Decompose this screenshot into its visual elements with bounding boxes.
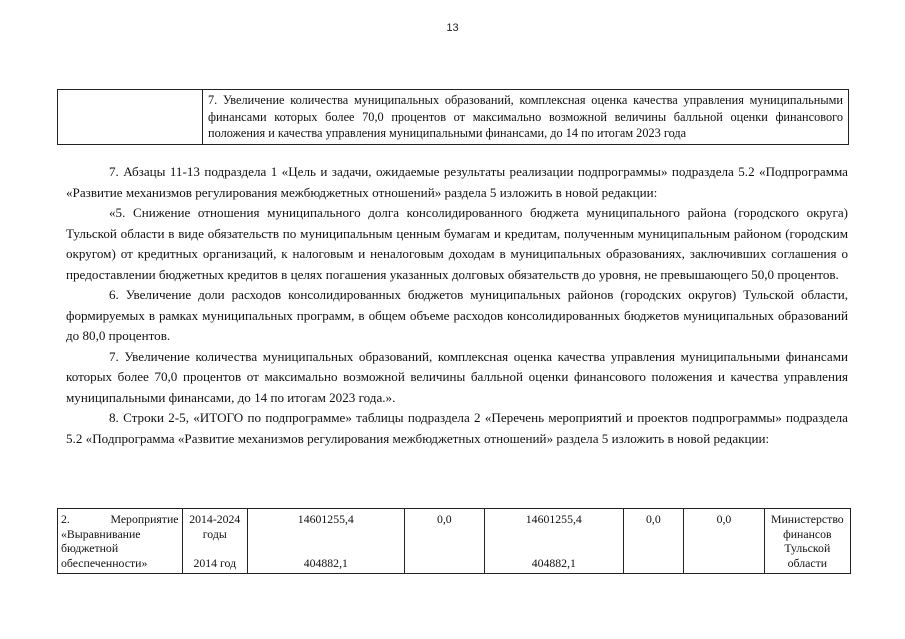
responsible-executor-cell: Министерство финансов Тульской области bbox=[764, 509, 850, 574]
paragraph-7: 7. Абзацы 11-13 подраздела 1 «Цель и задачи, ожидаемые результаты реализации подпрограммы» подраздела 5.2 «Подпрограмма «Развитие механизмов регулирования межбюджетных отношений» раздела 5 изложить в новой редакции: bbox=[66, 164, 848, 200]
years-cell bbox=[182, 509, 248, 574]
top-table bbox=[57, 89, 849, 145]
amount-cell-other: 0,0 bbox=[684, 509, 764, 574]
amount-cell-local: 0,0 bbox=[623, 509, 684, 574]
measure-name-cell: 2. Мероприятие «Выравнивание бюджетной обеспеченности» bbox=[58, 509, 183, 574]
bottom-table bbox=[57, 508, 851, 574]
amount-cell-federal: 0,0 bbox=[404, 509, 484, 574]
paragraph-8: 8. Строки 2-5, «ИТОГО по подпрограмме» таблицы подраздела 2 «Перечень мероприятий и проектов подпрограммы» подраздела 5.2 «Подпрограмма «Развитие механизмов регулирования межбюджетных отношений» раздела 5 изложить в новой редакции: bbox=[66, 410, 848, 446]
top-table-empty-cell bbox=[58, 90, 203, 145]
amount-total-top: 14601255,4 bbox=[297, 512, 354, 526]
amount-cell-regional bbox=[485, 509, 624, 574]
amount-total-bottom: 404882,1 bbox=[303, 555, 348, 570]
paragraph-quote-6: 6. Увеличение доли расходов консолидированных бюджетов муниципальных районов (городских округов) Тульской области, формируемых в рамках муниципальных программ, в общем объеме расходов консолидированных бюджетов муниципальных образований до 80,0 процентов. bbox=[66, 287, 848, 343]
amount-regional-bottom: 404882,1 bbox=[531, 555, 576, 570]
years-range: 2014-2024 годы bbox=[189, 512, 241, 541]
paragraph-quote-5: «5. Снижение отношения муниципального долга консолидированного бюджета муниципального района (городского округа) Тульской области в виде обязательств по муниципальным ценным бумагам и кредитам, полученным муниципальным районом (городским округом) от кредитных организаций, к налоговым и неналоговым доходам в муниципальных образованиях, заключивших соглашения о предоставлении бюджетных кредитов в целях погашения указанных долговых обязательств до уровня, не превышающего 50,0 процентов. bbox=[66, 205, 848, 282]
page-number: 13 bbox=[446, 22, 459, 34]
amount-cell-total bbox=[248, 509, 405, 574]
body-text bbox=[66, 162, 848, 449]
top-table-text-cell: 7. Увеличение количества муниципальных образований, комплексная оценка качества управления муниципальными финансами которых более 70,0 процентов от максимально возможной величины балльной оценки финансового положения и качества управления муниципальными финансами, до 14 по итогам 2023 года bbox=[203, 90, 849, 145]
table-row bbox=[58, 509, 851, 574]
amount-regional-top: 14601255,4 bbox=[525, 512, 582, 526]
paragraph-quote-7: 7. Увеличение количества муниципальных образований, комплексная оценка качества управления муниципальными финансами которых более 70,0 процентов от максимально возможной величины балльной оценки финансового положения и качества управления муниципальными финансами, до 14 по итогам 2023 года.». bbox=[66, 348, 848, 405]
year-single: 2014 год bbox=[193, 555, 237, 570]
